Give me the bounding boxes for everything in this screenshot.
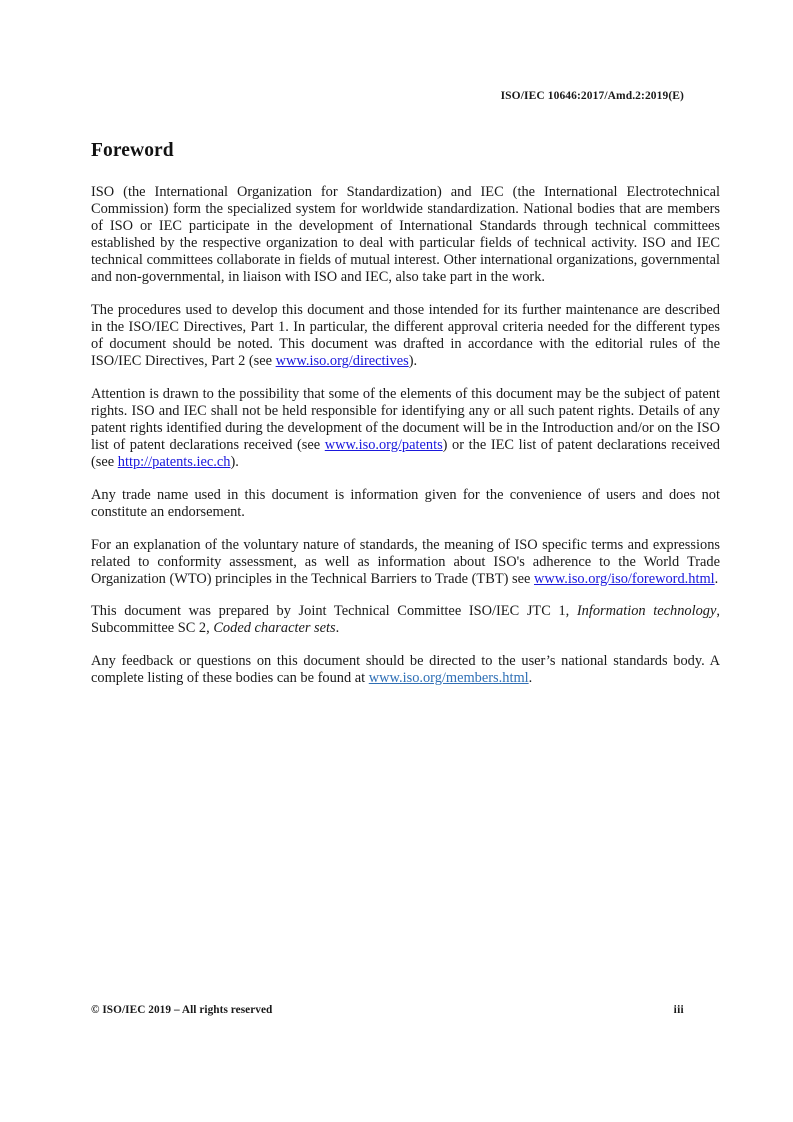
page-title: Foreword (91, 140, 174, 161)
paragraph-text: For an explanation of the voluntary nature of standards, the meaning of ISO specific terms and expressions related to conformity assessment, as well as information about ISO's adherence to the World Trade Organization (WTO) principles in the Technical Barriers to Trade (TBT) see (91, 536, 720, 587)
paragraph-committee (91, 603, 720, 637)
paragraph-voluntary-nature (91, 537, 720, 588)
link-iso-members[interactable]: www.iso.org/members.html (368, 670, 529, 687)
subcommittee-title-coded-character-sets: Coded character sets (213, 620, 336, 637)
paragraph-text-middle: , Subcommittee SC 2, (91, 603, 720, 637)
copyright-notice: © ISO/IEC 2019 – All rights reserved (91, 1004, 273, 1016)
link-iec-patents[interactable]: http://patents.iec.ch (117, 454, 231, 471)
link-iso-patents[interactable]: www.iso.org/patents (324, 437, 443, 454)
paragraph-text: This document was prepared by Joint Technical Committee ISO/IEC JTC 1, (91, 603, 577, 620)
paragraph-procedures (91, 302, 720, 370)
paragraph-trade-names (91, 487, 720, 521)
page-number: iii (673, 1004, 684, 1016)
paragraph-text: Any trade name used in this document is information given for the convenience of users and does not constitute an endorsement. (91, 486, 720, 520)
paragraph-text: ISO (the International Organization for Standardization) and IEC (the International Electrotechnical Commission) form the specialized system for worldwide standardization. National bodies that are members of ISO or IEC participate in the development of International Standards through technical committees established by the respective organization to deal with particular fields of technical activity. ISO and IEC technical committees collaborate in fields of mutual interest. Other international organizations, governmental and non-governmental, in liaison with ISO and IEC, also take part in the work. (91, 184, 720, 286)
running-header: ISO/IEC 10646:2017/Amd.2:2019(E) (500, 90, 684, 102)
paragraph-text-middle: ) or the IEC list of patent declarations received (see (91, 437, 720, 471)
link-iso-foreword[interactable]: www.iso.org/iso/foreword.html (533, 570, 715, 587)
paragraph-text: Attention is drawn to the possibility that some of the elements of this document may be the subject of patent rights. ISO and IEC shall not be held responsible for identifying any or all such patent rights. Details of any patent rights identified during the development of the document will be in the Introduction and/or on the ISO list of patent declarations received (see (91, 385, 720, 454)
paragraph-text-tail: ). (408, 353, 418, 370)
committee-title-information-technology: Information technology (576, 603, 717, 620)
paragraph-feedback (91, 653, 720, 687)
paragraph-text: Any feedback or questions on this document should be directed to the user’s national standards body. A complete listing of these bodies can be found at (91, 653, 720, 687)
paragraph-text: The procedures used to develop this document and those intended for its further maintenance are described in the ISO/IEC Directives, Part 1. In particular, the different approval criteria needed for the different types of document should be noted. This document was drafted in accordance with the editorial rules of the ISO/IEC Directives, Part 2 (see (91, 302, 720, 370)
link-iso-directives[interactable]: www.iso.org/directives (275, 353, 409, 370)
paragraph-text-tail: . (528, 670, 533, 687)
page-footer (91, 1004, 684, 1016)
paragraph-text-tail: . (714, 570, 719, 587)
paragraph-text-tail: . (335, 620, 340, 637)
paragraph-patent-rights (91, 386, 720, 471)
document-body (91, 140, 720, 687)
paragraph-scope-of-iso-iec (91, 184, 720, 287)
paragraph-text-tail: ). (230, 454, 239, 471)
